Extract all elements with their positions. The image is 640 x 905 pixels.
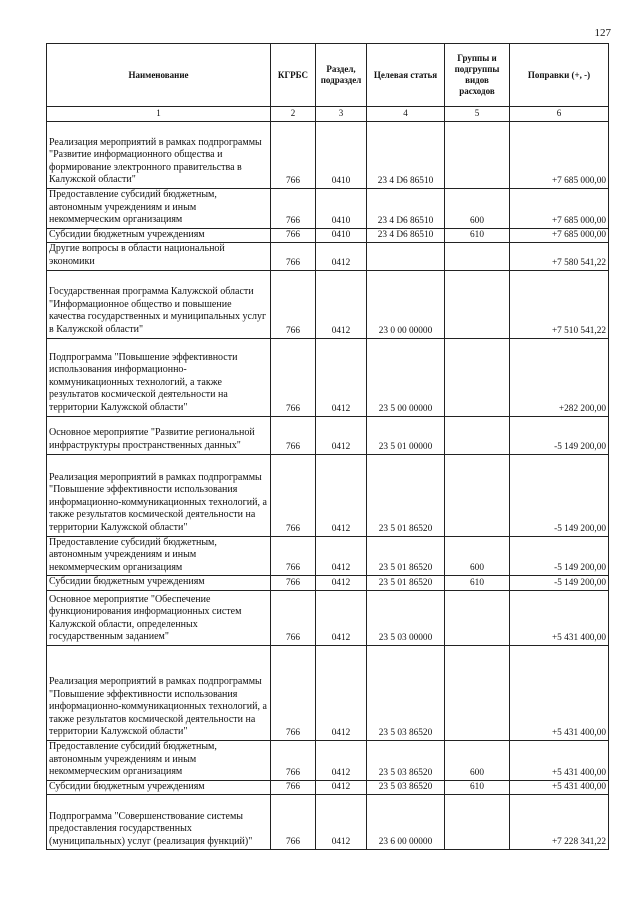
row-kgrbs: 766 [271,243,316,270]
table-row [47,536,609,576]
row-kgrbs: 766 [271,416,316,454]
table-row [47,228,609,243]
row-group [445,122,510,189]
row-kgrbs: 766 [271,590,316,645]
row-target: 23 5 01 86520 [367,576,445,591]
table-row [47,189,609,229]
row-amount: -5 149 200,00 [510,416,609,454]
row-amount: -5 149 200,00 [510,536,609,576]
row-group [445,645,510,740]
row-target: 23 6 00 00000 [367,795,445,850]
header-group: Группы и подгруппы видов расходов [445,44,510,107]
row-group [445,270,510,338]
row-target: 23 5 00 00000 [367,338,445,416]
row-target: 23 5 03 00000 [367,590,445,645]
table-row [47,645,609,740]
row-name: Субсидии бюджетным учреждениям [47,780,271,795]
row-name: Реализация мероприятий в рамках подпрограммы "Повышение эффективности использования информационно-коммуникационных технологий, а также результатов космической деятельности на территории Калужской области" [47,645,271,740]
row-section: 0410 [316,122,367,189]
row-group [445,454,510,536]
column-number: 5 [445,107,510,122]
row-kgrbs: 766 [271,189,316,229]
table-row [47,740,609,780]
row-group [445,590,510,645]
row-kgrbs: 766 [271,122,316,189]
row-amount: +7 580 541,22 [510,243,609,270]
row-amount: +5 431 400,00 [510,740,609,780]
row-kgrbs: 766 [271,338,316,416]
row-group: 610 [445,576,510,591]
row-group: 600 [445,740,510,780]
table-row [47,338,609,416]
row-name: Предоставление субсидий бюджетным, автономным учреждениям и иным некоммерческим организациям [47,536,271,576]
row-kgrbs: 766 [271,645,316,740]
row-name: Основное мероприятие "Обеспечение функционирования информационных систем Калужской области, определенных государственным заданием" [47,590,271,645]
column-number: 2 [271,107,316,122]
column-number: 4 [367,107,445,122]
row-target: 23 5 03 86520 [367,645,445,740]
row-target: 23 5 01 00000 [367,416,445,454]
row-target: 23 5 03 86520 [367,780,445,795]
header-section: Раздел, подраздел [316,44,367,107]
row-target: 23 5 03 86520 [367,740,445,780]
row-amount: +7 228 341,22 [510,795,609,850]
row-target: 23 5 01 86520 [367,454,445,536]
row-amount: +5 431 400,00 [510,645,609,740]
row-target [367,243,445,270]
row-amount: +7 685 000,00 [510,189,609,229]
column-number: 3 [316,107,367,122]
row-section: 0412 [316,576,367,591]
row-section: 0412 [316,780,367,795]
row-target: 23 4 D6 86510 [367,228,445,243]
row-section: 0410 [316,228,367,243]
header-kgrbs: КГРБС [271,44,316,107]
row-section: 0412 [316,338,367,416]
row-amount: +282 200,00 [510,338,609,416]
row-amount: +5 431 400,00 [510,590,609,645]
column-number: 6 [510,107,609,122]
table-row [47,454,609,536]
row-amount: +7 510 541,22 [510,270,609,338]
row-group [445,795,510,850]
table-row [47,270,609,338]
row-name: Предоставление субсидий бюджетным, автономным учреждениям и иным некоммерческим организациям [47,189,271,229]
row-section: 0412 [316,270,367,338]
row-group [445,416,510,454]
table-row [47,780,609,795]
row-group: 610 [445,780,510,795]
row-amount: +5 431 400,00 [510,780,609,795]
row-group: 600 [445,536,510,576]
row-group [445,243,510,270]
row-name: Другие вопросы в области национальной экономики [47,243,271,270]
row-section: 0412 [316,454,367,536]
row-section: 0412 [316,416,367,454]
table-row [47,122,609,189]
row-amount: +7 685 000,00 [510,122,609,189]
row-kgrbs: 766 [271,270,316,338]
row-kgrbs: 766 [271,576,316,591]
row-name: Подпрограмма "Повышение эффективности использования информационно-коммуникационных технологий, а также результатов космической деятельности на территории Калужской области" [47,338,271,416]
table-row [47,243,609,270]
table-row [47,795,609,850]
row-name: Предоставление субсидий бюджетным, автономным учреждениям и иным некоммерческим организациям [47,740,271,780]
row-amount: -5 149 200,00 [510,576,609,591]
row-name: Государственная программа Калужской области "Информационное общество и повышение качества государственных и муниципальных услуг в Калужской области" [47,270,271,338]
table-row [47,416,609,454]
row-kgrbs: 766 [271,780,316,795]
row-amount: +7 685 000,00 [510,228,609,243]
header-name: Наименование [47,44,271,107]
row-section: 0412 [316,590,367,645]
page-number: 127 [594,27,611,39]
row-section: 0412 [316,536,367,576]
row-section: 0412 [316,795,367,850]
row-kgrbs: 766 [271,795,316,850]
row-kgrbs: 766 [271,228,316,243]
row-kgrbs: 766 [271,454,316,536]
header-target: Целевая статья [367,44,445,107]
column-number: 1 [47,107,271,122]
table-row [47,576,609,591]
row-section: 0412 [316,645,367,740]
row-section: 0412 [316,740,367,780]
row-target: 23 0 00 00000 [367,270,445,338]
row-group: 600 [445,189,510,229]
header-row [47,44,609,107]
row-group: 610 [445,228,510,243]
budget-amendments-table [46,43,609,850]
header-amount: Поправки (+, -) [510,44,609,107]
row-name: Субсидии бюджетным учреждениям [47,228,271,243]
row-name: Реализация мероприятий в рамках подпрограммы "Развитие информационного общества и формирование электронного правительства в Калужской области" [47,122,271,189]
row-name: Основное мероприятие "Развитие региональной инфраструктуры пространственных данных" [47,416,271,454]
row-kgrbs: 766 [271,536,316,576]
row-amount: -5 149 200,00 [510,454,609,536]
row-group [445,338,510,416]
row-kgrbs: 766 [271,740,316,780]
row-target: 23 5 01 86520 [367,536,445,576]
row-section: 0410 [316,189,367,229]
row-name: Подпрограмма "Совершенствование системы предоставления государственных (муниципальных) услуг (реализация функций)" [47,795,271,850]
row-name: Реализация мероприятий в рамках подпрограммы "Повышение эффективности использования информационно-коммуникационных технологий, а также результатов космической деятельности на территории Калужской области" [47,454,271,536]
row-section: 0412 [316,243,367,270]
row-target: 23 4 D6 86510 [367,122,445,189]
row-target: 23 4 D6 86510 [367,189,445,229]
row-name: Субсидии бюджетным учреждениям [47,576,271,591]
table-row [47,590,609,645]
column-number-row [47,107,609,122]
